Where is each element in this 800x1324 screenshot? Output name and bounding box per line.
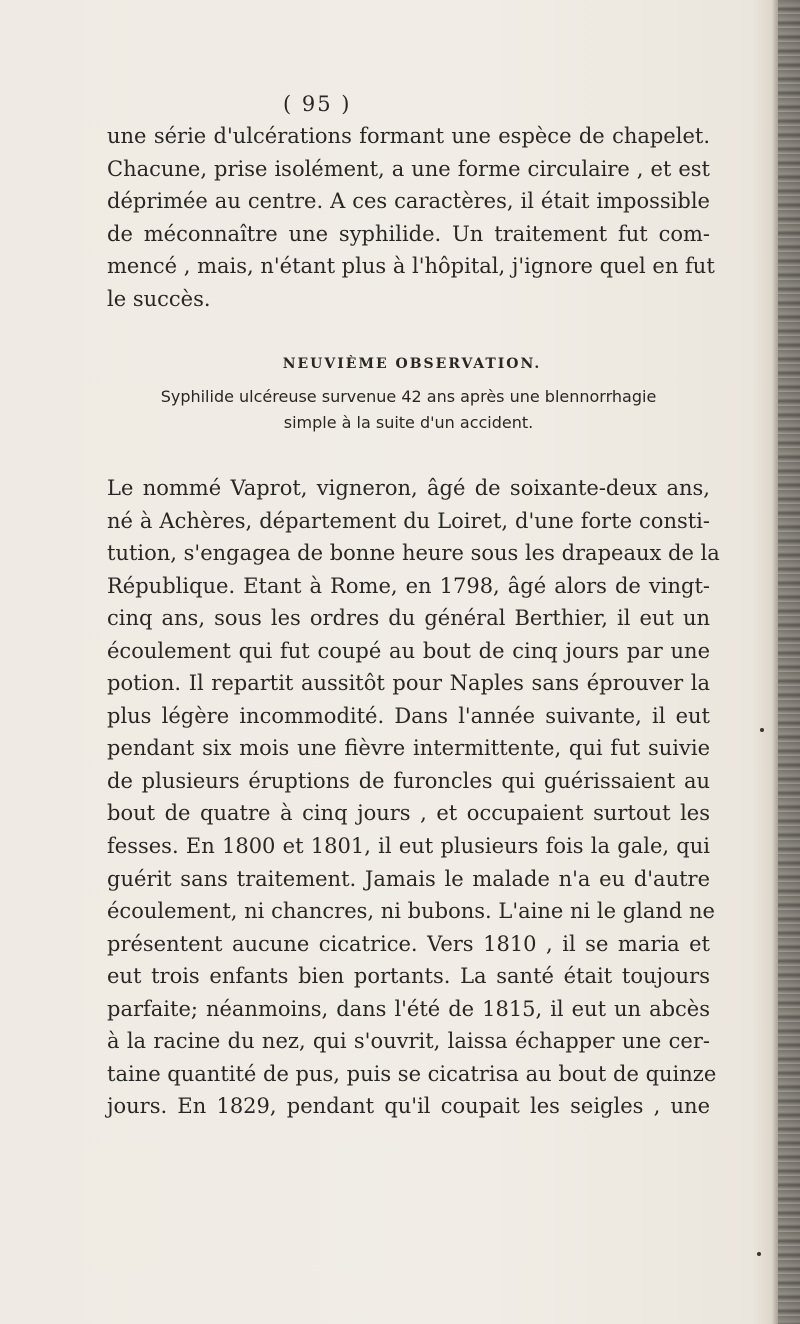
- text-line: jours. En 1829, pendant qu'il coupait les seigles , une: [107, 1094, 710, 1119]
- text-line: eut trois enfants bien portants. La santé était toujours: [107, 964, 710, 989]
- subtitle-line: simple à la suite d'un accident.: [283, 413, 534, 432]
- text-line: fesses. En 1800 et 1801, il eut plusieurs fois la gale, qui: [107, 834, 710, 859]
- text-line: à la racine du nez, qui s'ouvrit, laissa échapper une cer-: [107, 1029, 710, 1054]
- text-line: une série d'ulcérations formant une espèce de chapelet.: [107, 124, 710, 148]
- text-line: parfaite; néanmoins, dans l'été de 1815, il eut un abcès: [107, 996, 710, 1021]
- text-line: tution, s'engagea de bonne heure sous les drapeaux de la: [107, 541, 720, 566]
- intro-paragraph: [107, 120, 715, 316]
- text-line: bout de quatre à cinq jours , et occupaient surtout les: [107, 801, 710, 826]
- text-line: cinq ans, sous les ordres du général Berthier, il eut un: [107, 606, 710, 631]
- text-line: écoulement, ni chancres, ni bubons. L'aine ni le gland ne: [107, 899, 715, 924]
- text-line: Chacune, prise isolément, a une forme circulaire , et est: [107, 156, 710, 181]
- ink-speck: [760, 728, 764, 732]
- book-binding-edge: [778, 0, 800, 1324]
- text-line: présentent aucune cicatrice. Vers 1810 , il se maria et: [107, 931, 710, 956]
- text-line: pendant six mois une fièvre intermittente, qui fut suivie: [107, 736, 710, 761]
- text-line: guérit sans traitement. Jamais le malade n'a eu d'autre: [107, 866, 710, 891]
- text-line: né à Achères, département du Loiret, d'une forte consti-: [107, 508, 710, 533]
- text-line: déprimée au centre. A ces caractères, il était impossible: [107, 189, 710, 214]
- text-line: taine quantité de pus, puis se cicatrisa au bout de quinze: [107, 1061, 717, 1086]
- ink-speck: [757, 1252, 761, 1256]
- text-line: de méconnaître une syphilide. Un traitement fut com-: [107, 221, 710, 246]
- text-line: écoulement qui fut coupé au bout de cinq jours par une: [107, 638, 710, 663]
- text-line: le succès.: [107, 286, 211, 311]
- text-line: République. Etant à Rome, en 1798, âgé alors de vingt-: [107, 573, 710, 598]
- section-heading: NEUVIÈME OBSERVATION.: [282, 356, 542, 372]
- text-line: potion. Il repartit aussitôt pour Naples sans éprouver la: [107, 671, 710, 696]
- text-line: Le nommé Vaprot, vigneron, âgé de soixante-deux ans,: [107, 476, 710, 500]
- subtitle-line: Syphilide ulcéreuse survenue 42 ans après une blennorrhagie: [160, 387, 657, 406]
- text-line: de plusieurs éruptions de furoncles qui guérissaient au: [107, 768, 710, 793]
- text-line: plus légère incommodité. Dans l'année suivante, il eut: [107, 703, 710, 728]
- text-line: mencé , mais, n'étant plus à l'hôpital, j'ignore quel en fut: [107, 254, 715, 279]
- page-number: ( 95 ): [283, 92, 352, 116]
- section-subtitle: [107, 384, 710, 436]
- observation-paragraph: [107, 472, 720, 1123]
